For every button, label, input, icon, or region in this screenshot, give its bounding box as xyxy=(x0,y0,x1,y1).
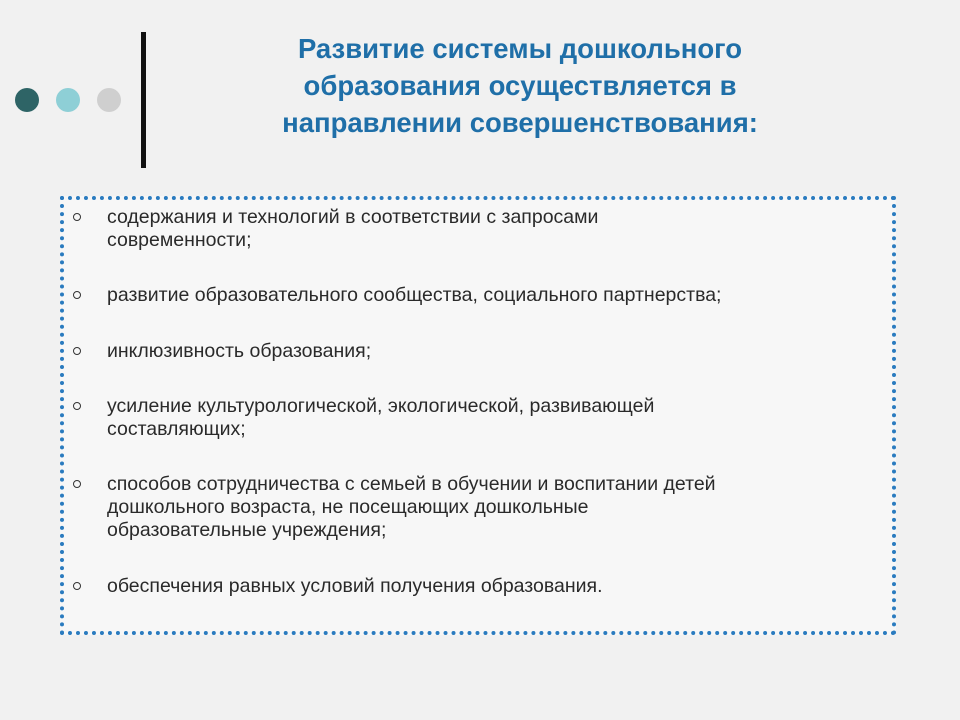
decorative-dot-dark xyxy=(15,88,39,112)
title-line-2: образования осуществляется в xyxy=(303,70,737,101)
vertical-bar-divider xyxy=(141,32,146,168)
list-item-text: способов сотрудничества с семьей в обучении и воспитании детей дошкольного возраста, не посещающих дошкольные образовательные учреждения; xyxy=(107,473,716,541)
list-item-text: обеспечения равных условий получения образования. xyxy=(107,575,603,597)
hollow-circle-bullet-icon xyxy=(73,480,81,488)
title-line-3: направлении совершенствования: xyxy=(282,107,758,138)
hollow-circle-bullet-icon xyxy=(73,402,81,410)
list-item-text: усиление культурологической, экологической, развивающей составляющих; xyxy=(107,395,655,440)
list-item-text: инклюзивность образования; xyxy=(107,340,372,362)
list-item-text: содержания и технологий в соответствии с запросами современности; xyxy=(107,206,599,251)
list-item-text: развитие образовательного сообщества, социального партнерства; xyxy=(107,284,722,306)
title-line-1: Развитие системы дошкольного xyxy=(297,33,743,64)
hollow-circle-bullet-icon xyxy=(73,291,81,299)
hollow-circle-bullet-icon xyxy=(73,582,81,590)
decorative-dot-light xyxy=(56,88,80,112)
hollow-circle-bullet-icon xyxy=(73,347,81,355)
decorative-dot-grey xyxy=(97,88,121,112)
hollow-circle-bullet-icon xyxy=(73,213,81,221)
slide-title xyxy=(220,30,820,141)
